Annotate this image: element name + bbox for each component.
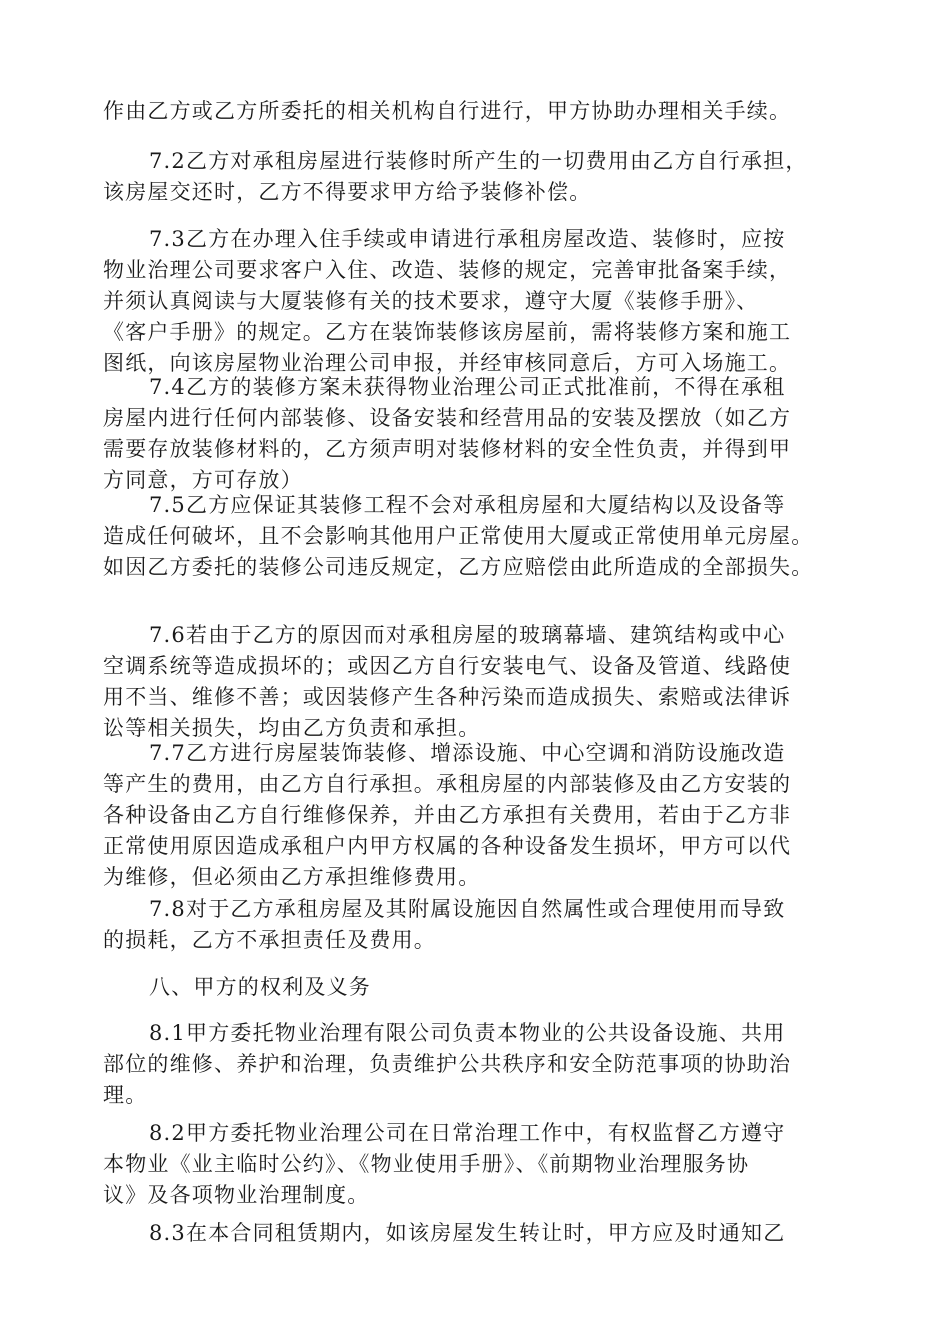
section-heading-8 [103,972,853,1003]
text-line: 用不当、维修不善；或因装修产生各种污染而造成损失、索赔或法律诉 [103,685,792,709]
text-line: 部位的维修、养护和治理，负责维护公共秩序和安全防范事项的协助治 [103,1052,792,1076]
text-line: 图纸，向该房屋物业治理公司申报，并经审核同意后，方可入场施工。 [103,351,792,375]
text-line: 本物业《业主临时公约》、《物业使用手册》、《前期物业治理服务协 [103,1152,750,1176]
clause-8-3 [103,1218,853,1249]
text-line: 7.3乙方在办理入住手续或申请进行承租房屋改造、装修时，应按 [149,227,786,251]
text-line: 《客户手册》的规定。乙方在装饰装修该房屋前，需将装修方案和施工 [103,320,792,344]
clause-8-2 [103,1118,853,1211]
text-line: 理。 [103,1083,148,1107]
text-line: 等产生的费用，由乙方自行承担。承租房屋的内部装修及由乙方安装的 [103,772,792,796]
clause-7-2 [103,146,853,208]
text-line: 7.8对于乙方承租房屋及其附属设施因自然属性或合理使用而导致 [149,897,786,921]
text-line: 议》及各项物业治理制度。 [103,1183,370,1207]
text-line: 讼等相关损失，均由乙方负责和承担。 [103,716,481,740]
text-line: 8.1甲方委托物业治理有限公司负责本物业的公共设备设施、共用 [149,1021,786,1045]
text-line: 作由乙方或乙方所委托的相关机构自行进行，甲方协助办理相关手续。 [103,99,792,123]
text-line: 房屋内进行任何内部装修、设备安装和经营用品的安装及摆放（如乙方 [103,406,792,430]
text-line: 8.3在本合同租赁期内，如该房屋发生转让时，甲方应及时通知乙 [149,1221,786,1245]
text-line: 并须认真阅读与大厦装修有关的技术要求，遵守大厦《装修手册》、 [103,289,759,313]
text-line: 为维修，但必须由乙方承担维修费用。 [103,865,481,889]
text-line: 如因乙方委托的装修公司违反规定，乙方应赔偿由此所造成的全部损失。 [103,555,814,579]
clause-7-7 [103,738,853,893]
section-title: 八、甲方的权利及义务 [149,975,371,999]
text-line: 需要存放装修材料的，乙方须声明对装修材料的安全性负责，并得到甲 [103,437,792,461]
text-line: 正常使用原因造成承租户内甲方权属的各种设备发生损坏，甲方可以代 [103,834,792,858]
text-line: 空调系统等造成损坏的；或因乙方自行安装电气、设备及管道、线路使 [103,654,792,678]
text-line: 7.4乙方的装修方案未获得物业治理公司正式批准前，不得在承租 [149,375,786,399]
text-line: 方同意，方可存放） [103,468,303,492]
text-line: 7.7乙方进行房屋装饰装修、增添设施、中心空调和消防设施改造 [149,741,786,765]
text-line: 造成任何破坏，且不会影响其他用户正常使用大厦或正常使用单元房屋。 [103,524,814,548]
text-line: 8.2甲方委托物业治理公司在日常治理工作中，有权监督乙方遵守 [149,1121,786,1145]
text-line: 该房屋交还时，乙方不得要求甲方给予装修补偿。 [103,180,592,204]
clause-7-3 [103,224,853,379]
text-line: 物业治理公司要求客户入住、改造、装修的规定，完善审批备案手续， [103,258,792,282]
clause-7-8 [103,894,853,956]
paragraph-continuation [103,96,853,127]
text-line: 7.2乙方对承租房屋进行装修时所产生的一切费用由乙方自行承担， [149,149,808,173]
clause-7-4 [103,372,853,496]
text-line: 各种设备由乙方自行维修保养，并由乙方承担有关费用，若由于乙方非 [103,803,792,827]
text-line: 7.5乙方应保证其装修工程不会对承租房屋和大厦结构以及设备等 [149,493,786,517]
text-line: 7.6若由于乙方的原因而对承租房屋的玻璃幕墙、建筑结构或中心 [149,623,786,647]
clause-8-1 [103,1018,853,1111]
text-line: 的损耗，乙方不承担责任及费用。 [103,928,436,952]
clause-7-6 [103,620,853,744]
clause-7-5 [103,490,853,583]
